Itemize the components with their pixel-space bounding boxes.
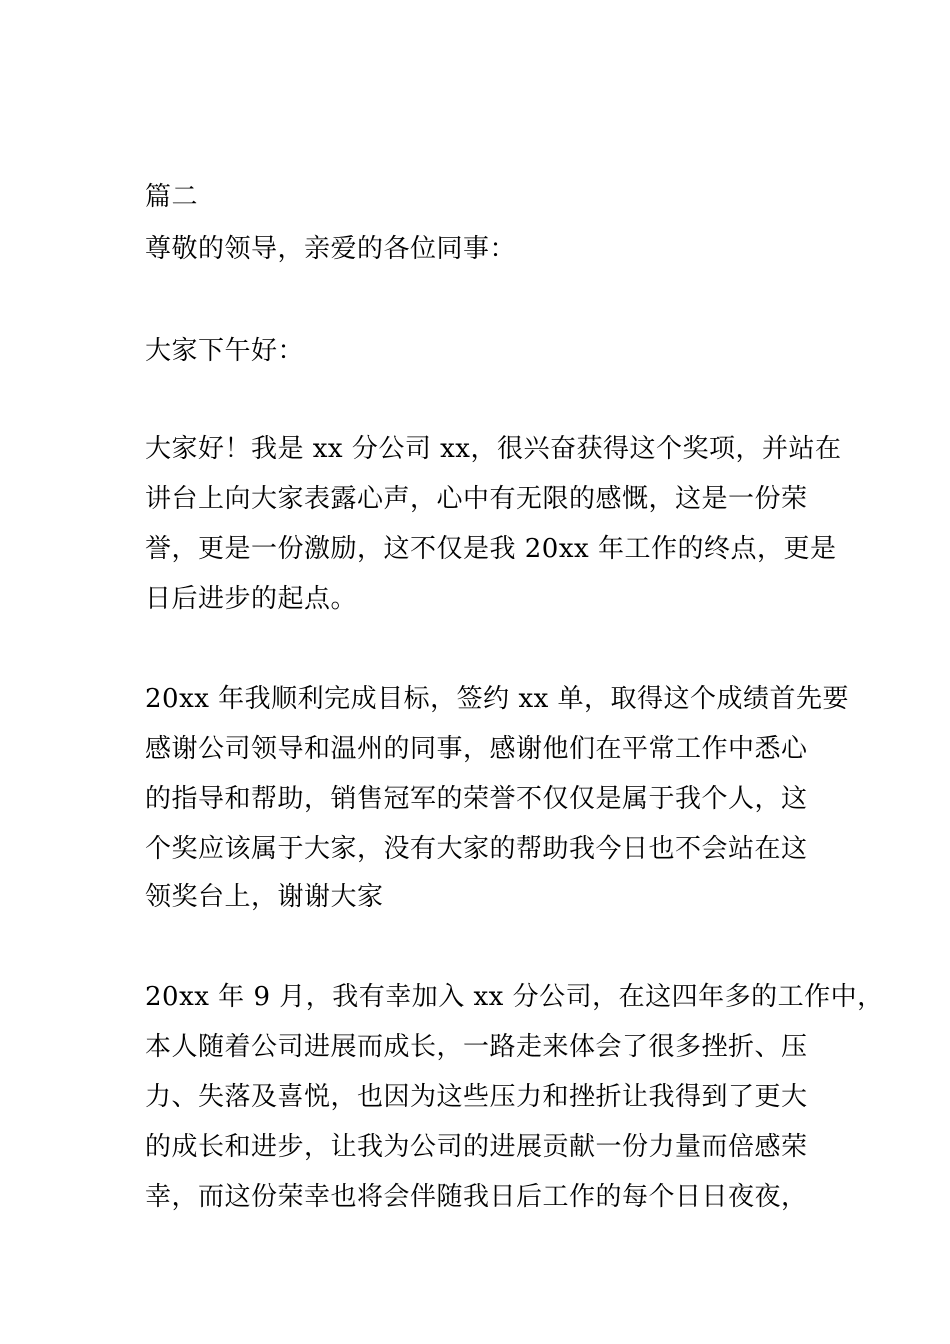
paragraph-line: 讲台上向大家表露心声，心中有无限的感慨，这是一份荣 xyxy=(145,484,808,514)
paragraph-line: 感谢公司领导和温州的同事，感谢他们在平常工作中悉心 xyxy=(145,734,808,764)
greeting: 大家下午好： xyxy=(145,336,305,366)
paragraph-line: 幸，而这份荣幸也将会伴随我日后工作的每个日日夜夜， xyxy=(145,1182,808,1212)
paragraph-line: 的成长和进步，让我为公司的进展贡献一份力量而倍感荣 xyxy=(145,1132,808,1162)
paragraph-line: 的指导和帮助，销售冠军的荣誉不仅仅是属于我个人，这 xyxy=(145,784,808,814)
section-label: 篇二 xyxy=(145,182,199,212)
paragraph-line: 日后进步的起点。 xyxy=(145,584,358,614)
paragraph-line: 20xx 年我顺利完成目标，签约 xx 单，取得这个成绩首先要 xyxy=(145,684,850,714)
paragraph-line: 力、失落及喜悦，也因为这些压力和挫折让我得到了更大 xyxy=(145,1082,808,1112)
paragraph-line: 大家好！我是 xx 分公司 xx，很兴奋获得这个奖项，并站在 xyxy=(145,434,842,464)
paragraph-line: 20xx 年 9 月，我有幸加入 xx 分公司，在这四年多的工作中， xyxy=(145,982,884,1012)
paragraph-line: 领奖台上，谢谢大家 xyxy=(145,882,384,912)
paragraph-line: 个奖应该属于大家，没有大家的帮助我今日也不会站在这 xyxy=(145,834,808,864)
salutation: 尊敬的领导，亲爱的各位同事： xyxy=(145,234,517,264)
paragraph-line: 誉，更是一份激励，这不仅是我 20xx 年工作的终点，更是 xyxy=(145,534,837,564)
paragraph-line: 本人随着公司进展而成长，一路走来体会了很多挫折、压 xyxy=(145,1032,808,1062)
